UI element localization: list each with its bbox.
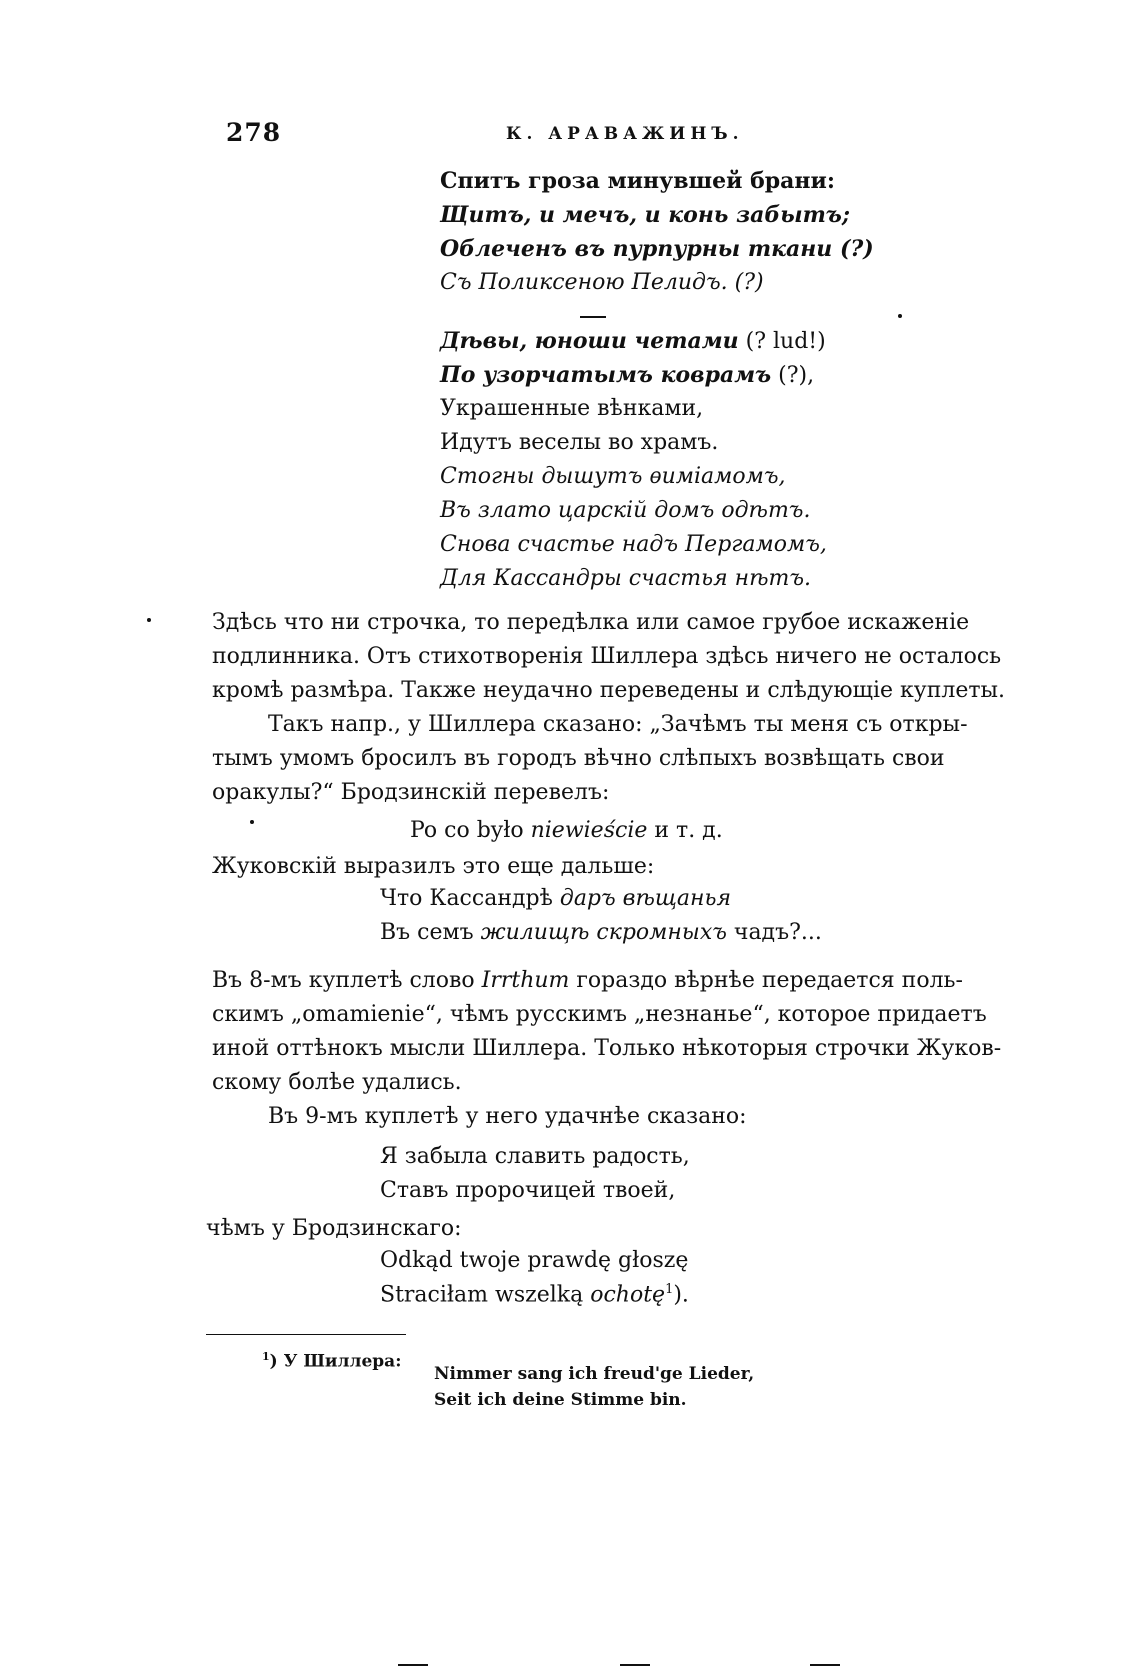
body-text-line: скому болѣе удались. (212, 1070, 462, 1095)
poem-line: Для Кассандры счастья нѣтъ. (440, 566, 812, 591)
poem-line: Съ Поликсеною Пелидъ. (?) (440, 270, 764, 295)
poem-line: Въ злато царскій домъ одѣтъ. (440, 498, 811, 523)
quote-line: Odkąd twoje prawdę głoszę (380, 1248, 689, 1273)
specks (147, 618, 151, 622)
poem-line: Украшенные вѣнками, (440, 396, 704, 421)
quote-line: Въ семъ жилищѣ скромныхъ чадъ?... (380, 920, 822, 945)
poem-line: По узорчатымъ коврамъ (?), (440, 362, 815, 388)
footnote-line: Nimmer sang ich freud'ge Lieder, (434, 1364, 755, 1384)
body-text-line: Въ 9-мъ куплетѣ у него удачнѣе сказано: (268, 1104, 747, 1129)
page-number: 278 (226, 118, 282, 147)
poem-line: Снова счастье надъ Пергамомъ, (440, 532, 827, 557)
body-text-line: тымъ умомъ бросилъ въ городъ вѣчно слѣпыхъ возвѣщать свои (212, 746, 945, 771)
poem-line: Щитъ, и мечъ, и конь забытъ; (440, 202, 851, 228)
quote-line: Я забыла славить радость, (380, 1144, 690, 1169)
body-text-line: скимъ „omamienie“, чѣмъ русскимъ „незнанье“, которое придаетъ (212, 1002, 987, 1027)
specks (898, 314, 902, 318)
body-text-line: кромѣ размѣра. Также неудачно переведены и слѣдующіе куплеты. (212, 678, 1006, 703)
body-text-line: Жуковскій выразилъ это еще дальше: (212, 854, 655, 879)
specks (250, 820, 254, 824)
poem-line: Дѣвы, юноши четами (? lud!) (440, 328, 826, 354)
poem-line: Идутъ веселы во храмъ. (440, 430, 719, 455)
quote-line: Po co było niewieście и т. д. (410, 818, 723, 843)
poem-line: Облеченъ въ пурпурны ткани (?) (440, 236, 874, 262)
scan-edge-mark (620, 1664, 650, 1666)
body-text-line: Здѣсь что ни строчка, то передѣлка или самое грубое искаженіе (212, 610, 970, 635)
quote-line: Straciłam wszelką ochotę$^1$). (380, 1282, 689, 1308)
poem-line: Спитъ гроза минувшей брани: (440, 168, 835, 194)
scan-edge-mark (398, 1664, 428, 1666)
stanza-divider (580, 316, 606, 318)
body-text-line: иной оттѣнокъ мысли Шиллера. Только нѣкоторыя строчки Жуков- (212, 1036, 1002, 1061)
body-text-line: подлинника. Отъ стихотворенія Шиллера здѣсь ничего не осталось (212, 644, 1002, 669)
body-text-line: Въ 8-мъ куплетѣ слово Irrthum гораздо вѣрнѣе передается поль- (212, 968, 963, 993)
body-text-line: Такъ напр., у Шиллера сказано: „Зачѣмъ ты меня съ откры- (268, 712, 968, 737)
footnote-separator (206, 1334, 406, 1335)
running-title: К. АРАВАЖИНЪ. (506, 124, 744, 144)
quote-line: Ставъ пророчицей твоей, (380, 1178, 676, 1203)
body-text-line: оракулы?“ Бродзинскій перевелъ: (212, 780, 610, 805)
scan-edge-mark (810, 1664, 840, 1666)
footnote-label: $^1$) У Шиллера: (262, 1350, 402, 1372)
body-text-line: чѣмъ у Бродзинскаго: (206, 1216, 462, 1241)
poem-line: Стогны дышутъ ѳиміамомъ, (440, 464, 786, 489)
footnote-line: Seit ich deine Stimme bin. (434, 1390, 687, 1410)
quote-line: Что Кассандрѣ даръ вѣщанья (380, 886, 732, 911)
